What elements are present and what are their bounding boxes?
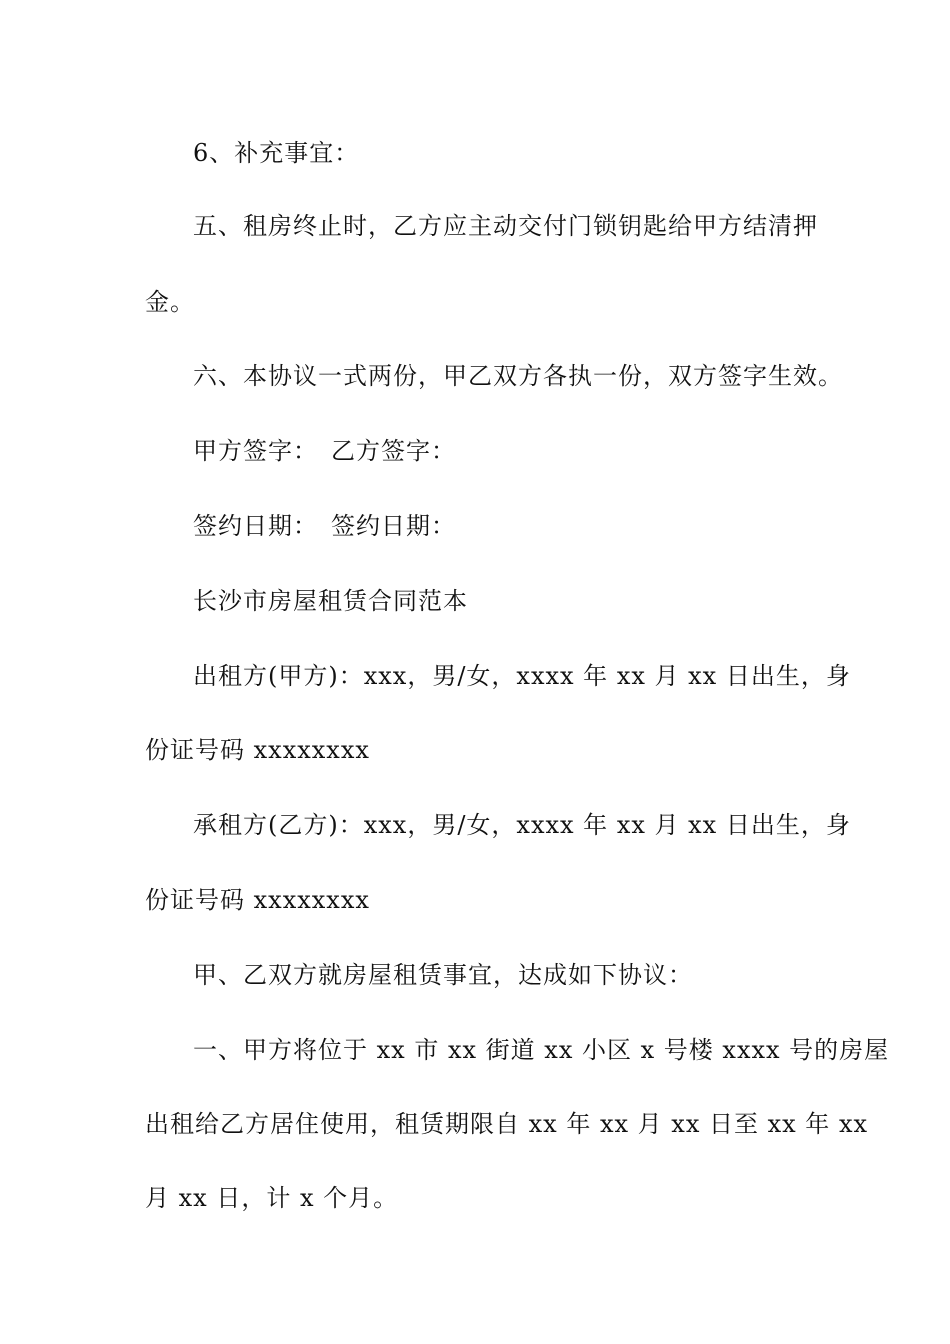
clause-one-line-3: 月 xx 日，计 x 个月。 — [145, 1184, 399, 1212]
signature-line: 甲方签字： 乙方签字： — [193, 437, 456, 465]
lessor-line-2: 份证号码 xxxxxxxx — [145, 736, 370, 764]
clause-six: 六、本协议一式两份，甲乙双方各执一份，双方签字生效。 — [193, 362, 843, 390]
lessee-line-1: 承租方(乙方)：xxx，男/女，xxxx 年 xx 月 xx 日出生，身 — [193, 811, 851, 839]
signing-date-line: 签约日期： 签约日期： — [193, 512, 456, 540]
contract-title: 长沙市房屋租赁合同范本 — [193, 587, 468, 615]
clause-five-line-1: 五、租房终止时，乙方应主动交付门锁钥匙给甲方结清押 — [193, 212, 818, 240]
supplementary-matters-heading: 6、补充事宜： — [193, 139, 360, 167]
lessor-line-1: 出租方(甲方)：xxx，男/女，xxxx 年 xx 月 xx 日出生，身 — [193, 662, 851, 690]
lessee-line-2: 份证号码 xxxxxxxx — [145, 886, 370, 914]
clause-one-line-1: 一、甲方将位于 xx 市 xx 街道 xx 小区 x 号楼 xxxx 号的房屋 — [193, 1036, 890, 1064]
clause-five-line-2: 金。 — [145, 288, 195, 316]
clause-one-line-2: 出租给乙方居住使用，租赁期限自 xx 年 xx 月 xx 日至 xx 年 xx — [145, 1110, 869, 1138]
agreement-intro: 甲、乙双方就房屋租赁事宜，达成如下协议： — [193, 961, 693, 989]
